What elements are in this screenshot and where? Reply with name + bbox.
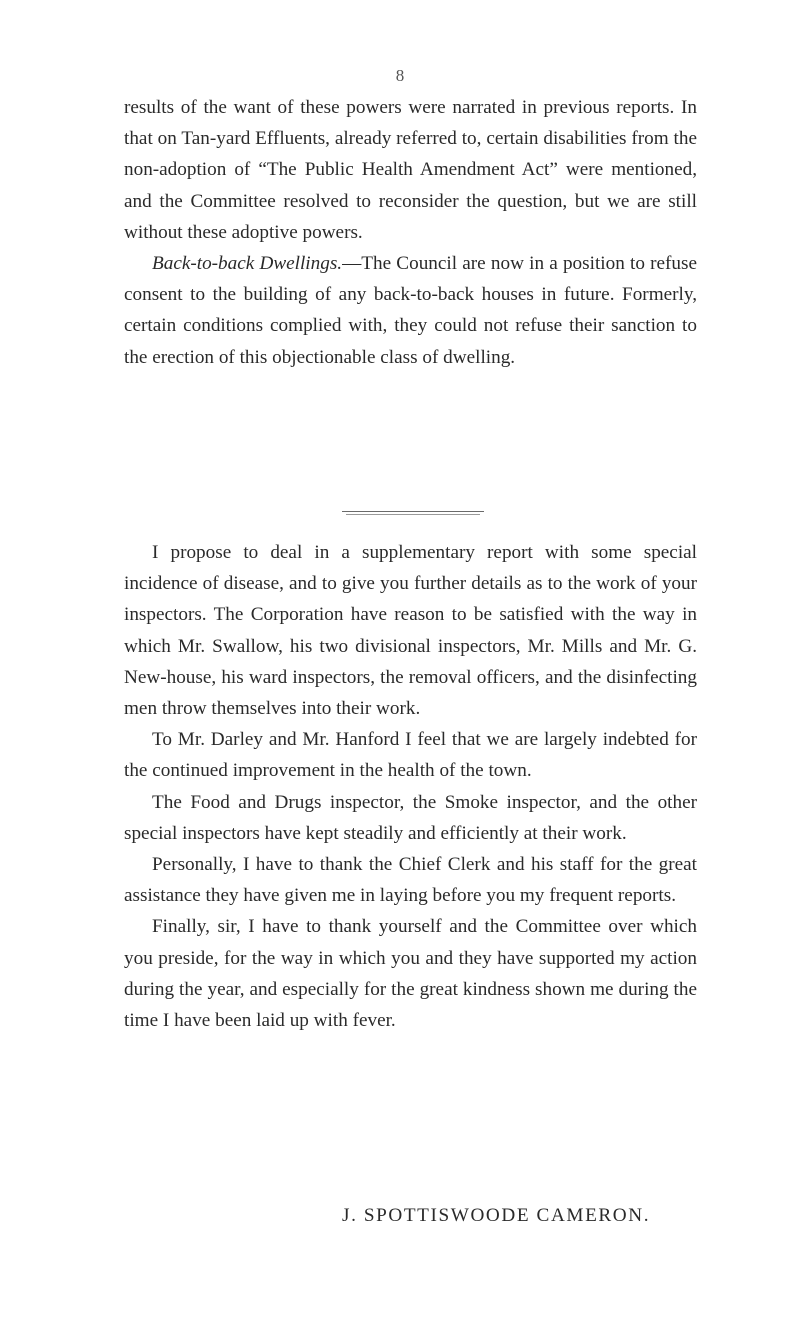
paragraph-previous-reports: results of the want of these powers were narrated in previous reports. In that on Tan-yard Effluents, already referred to, certain disabilities from the non-adoption of “The Public Health Amendment Act” were mentioned, and the Committee resolved to reconsider the question, but we are still without these adoptive powers. [124, 97, 697, 243]
paragraph-inspectors: I propose to deal in a supplementary report with some special incidence of disease, and to give you further details as to the work of your inspectors. The Corporation have reason to be satisfied with the way in which Mr. Swallow, his two divisional inspectors, Mr. Mills and Mr. G. New-house, his ward inspectors, the removal officers, and the disinfecting men throw themselves into their work. [124, 542, 697, 720]
paragraph-chief-clerk: Personally, I have to thank the Chief Clerk and his staff for the great assistance they have given me in laying before you my frequent reports. [124, 854, 697, 907]
back-to-back-text: —The Council are now in a position to refuse consent to the building of any back-to-back houses in future. Formerly, certain conditions complied with, they could not refuse their sanction to the erection of this objectionable class of dwelling. [124, 253, 697, 368]
paragraph-committee-thanks: Finally, sir, I have to thank yourself and the Committee over which you preside, for the way in which you and they have supported my action during the year, and especially for the great kindness shown me during the time I have been laid up with fever. [124, 916, 697, 1032]
section-divider [342, 511, 484, 512]
signature: J. SPOTTISWOODE CAMERON. [342, 1205, 651, 1226]
section-heading-back-to-back: Back-to-back Dwellings. [152, 253, 343, 275]
report-text-top [124, 92, 697, 373]
page-number: 8 [395, 66, 405, 85]
paragraph-darley-hanford: To Mr. Darley and Mr. Hanford I feel that we are largely indebted for the continued improvement in the health of the town. [124, 729, 697, 782]
paragraph-special-inspectors: The Food and Drugs inspector, the Smoke inspector, and the other special inspectors have kept steadily and efficiently at their work. [124, 791, 697, 844]
report-text-bottom [124, 537, 697, 1036]
paragraph-back-to-back [124, 248, 697, 373]
